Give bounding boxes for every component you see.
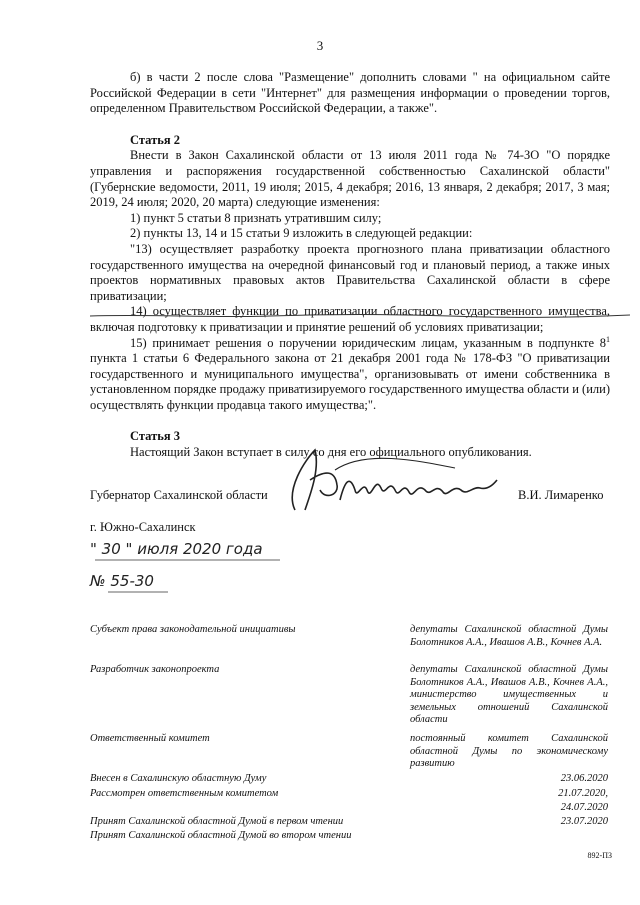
document-code: 892-ПЗ (587, 851, 612, 860)
article-2-heading: Статья 2 (130, 132, 180, 147)
first-reading-date: 23.07.2020 (560, 816, 608, 827)
submitted-date: 23.06.2020 (560, 773, 608, 784)
date-underline (95, 558, 280, 562)
submitted-label: Внесен в Сахалинскую областную Думу (90, 773, 267, 784)
law-body (90, 70, 610, 461)
item-15: 15) принимает решения о поручении юридическим лицам, указанным в подпункте $8^1$ пункта 1 статьи 6 Федерального закона от 21 декабря 2001 года № 178-ФЗ "О приватизации государственного и муниципального имущества", организовывать от имени собственника в установленном порядке продажу приватизируемого государственного имущества области и (или) осуществлять функции продавца такого имущества;". (90, 334, 610, 412)
superscript: 1 (606, 334, 610, 344)
subject-value: депутаты Сахалинской областной Думы Болотников А.А., Ивашов А.В., Кочнев А.А. (410, 624, 608, 648)
reviewed-date-2: 24.07.2020 (560, 802, 608, 813)
article-2-intro: Внести в Закон Сахалинской области от 13 июля 2011 года № 74-ЗО "О порядке управления и распоряжения государственной собственностью Сахалинской области" (Губернские ведомости, 2011, 19 июля; 2015, 4 декабря; 2016, 13 января, 2 декабря; 2017, 3 мая; 2019, 24 июля; 2020, 20 марта) следующие изменения: (90, 148, 610, 210)
governor-signature (275, 440, 505, 520)
item-13: "13) осуществляет разработку проекта прогнозного плана приватизации областного государственного имущества на очередной финансовый год и плановый период, а также иных проектов нормативных правовых актов Правительства Сахалинской области в сфере приватизации; (90, 241, 610, 303)
subject-label: Субъект права законодательной инициативы (90, 624, 296, 635)
item-2: 2) пункты 13, 14 и 15 статьи 9 изложить в следующей редакции: (130, 226, 473, 241)
second-reading-label: Принят Сахалинской областной Думой во втором чтении (90, 830, 352, 841)
number-underline (108, 590, 168, 594)
reviewed-date-1: 21.07.2020, (558, 788, 608, 799)
handwritten-number: № 55-30 (90, 572, 154, 590)
governor-label: Губернатор Сахалинской области (90, 488, 268, 502)
developer-value: депутаты Сахалинской областной Думы Болотников А.А., Ивашов А.В., Кочнев А.А., министерство имущественных и земельных отношений Сахалинской области (410, 664, 608, 725)
item-14: 14) осуществляет функции по приватизации областного государственного имущества, включая подготовку к приватизации и принятие решений об условиях приватизации; (90, 304, 610, 334)
handwritten-date: " 30 " июля 2020 года (90, 540, 263, 558)
committee-label: Ответственный комитет (90, 733, 210, 744)
article-3-text: Настоящий Закон вступает в силу со дня его официального опубликования. (130, 445, 532, 460)
paragraph-b: б) в части 2 после слова "Размещение" дополнить словами " на официальном сайте Российской Федерации в сети "Интернет" для размещения информации о проведении торгов, определенном Правительством Российской Федерации, а также". (90, 70, 610, 116)
first-reading-label: Принят Сахалинской областной Думой в первом чтении (90, 816, 344, 827)
city: г. Южно-Сахалинск (90, 520, 196, 534)
page-number: 3 (316, 38, 324, 53)
developer-label: Разработчик законопроекта (90, 664, 220, 675)
article-3-heading: Статья 3 (130, 429, 180, 444)
committee-value: постоянный комитет Сахалинской областной Думы по экономическому развитию (410, 733, 608, 769)
reviewed-label: Рассмотрен ответственным комитетом (90, 788, 279, 799)
governor-name: В.И. Лимаренко (518, 488, 604, 502)
item-1: 1) пункт 5 статьи 8 признать утратившим силу; (130, 210, 382, 225)
ink-scribble-line (90, 313, 630, 319)
